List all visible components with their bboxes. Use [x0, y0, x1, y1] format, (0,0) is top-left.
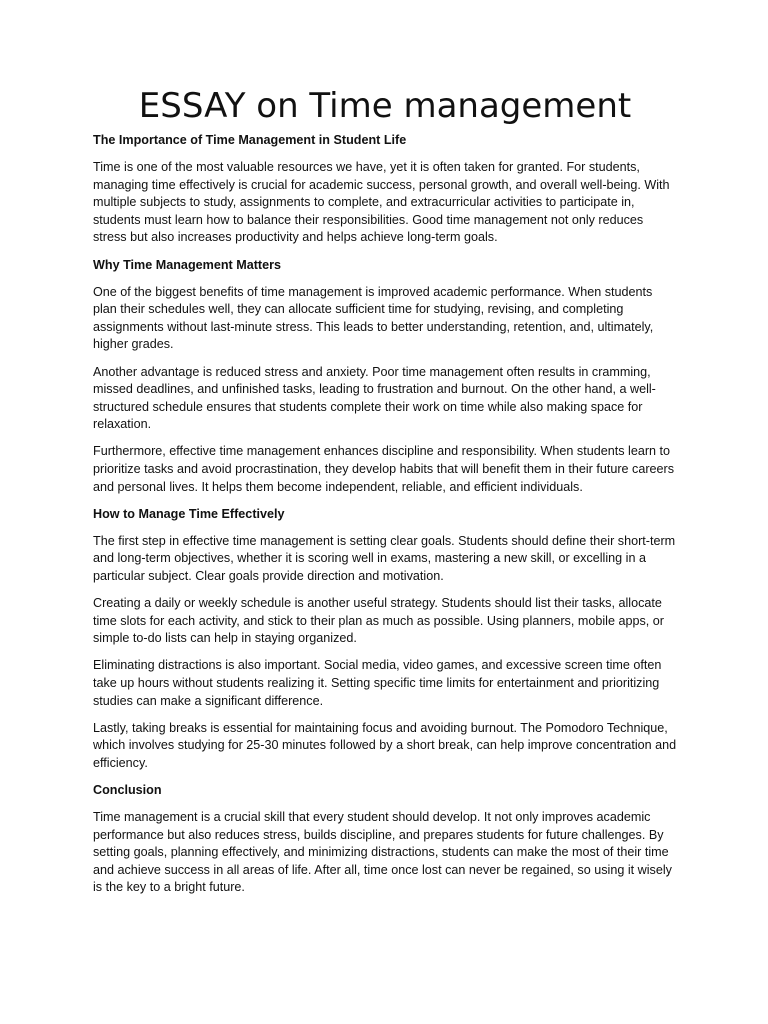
paragraph: Another advantage is reduced stress and anxiety. Poor time management often results in cramming, missed deadlines, and unfinished tasks, leading to frustration and burnout. On the other hand, a well-structured schedule ensures that students complete their work on time while also making space for relaxation.: [93, 364, 656, 432]
section-heading: Why Time Management Matters: [93, 257, 282, 272]
paragraph: Time is one of the most valuable resources we have, yet it is often taken for granted. For students, managing time effectively is crucial for academic success, personal growth, and overall well-being. With multiple subjects to study, assignments to complete, and extracurricular activities to participate in, students must learn how to balance their responsibilities. Good time management not only reduces stress but also increases productivity and helps achieve long-term goals.: [93, 160, 670, 245]
section-importance: [93, 132, 677, 247]
section-conclusion: [93, 782, 677, 897]
section-heading: How to Manage Time Effectively: [93, 506, 285, 521]
document-page: [93, 84, 677, 906]
paragraph: Lastly, taking breaks is essential for maintaining focus and avoiding burnout. The Pomodoro Technique, which involves studying for 25-30 minutes followed by a short break, can help improve concentration and efficiency.: [93, 720, 677, 770]
section-how-to-manage: [93, 506, 677, 773]
section-heading: Conclusion: [93, 782, 162, 797]
paragraph: Time management is a crucial skill that every student should develop. It not only improves academic performance but also reduces stress, builds discipline, and prepares students for future challenges. By setting goals, planning effectively, and minimizing distractions, students can make the most of their time and achieve success in all areas of life. After all, time once lost can never be regained, so using it wisely is the key to a bright future.: [93, 810, 672, 895]
paragraph: Furthermore, effective time management enhances discipline and responsibility. When students learn to prioritize tasks and avoid procrastination, they develop habits that will benefit them in their future careers and personal lives. It helps them become independent, reliable, and efficient individuals.: [93, 444, 675, 494]
paragraph: Creating a daily or weekly schedule is another useful strategy. Students should list their tasks, allocate time slots for each activity, and stick to their plan as much as possible. Using planners, mobile apps, or simple to-do lists can help in staying organized.: [93, 596, 664, 646]
paragraph: One of the biggest benefits of time management is improved academic performance. When students plan their schedules well, they can allocate sufficient time for studying, revising, and completing assignments without last-minute stress. This leads to better understanding, retention, and, ultimately, higher grades.: [93, 284, 654, 352]
document-title: ESSAY on Time management: [138, 86, 632, 126]
section-heading: The Importance of Time Management in Student Life: [93, 133, 407, 147]
paragraph: Eliminating distractions is also important. Social media, video games, and excessive screen time often take up hours without students realizing it. Setting specific time limits for entertainment and prioritizing studies can make a significant difference.: [93, 658, 662, 708]
section-why-matters: [93, 257, 677, 497]
paragraph: The first step in effective time management is setting clear goals. Students should define their short-term and long-term objectives, whether it is scoring well in exams, mastering a new skill, or excelling in a particular subject. Clear goals provide direction and motivation.: [93, 533, 676, 583]
